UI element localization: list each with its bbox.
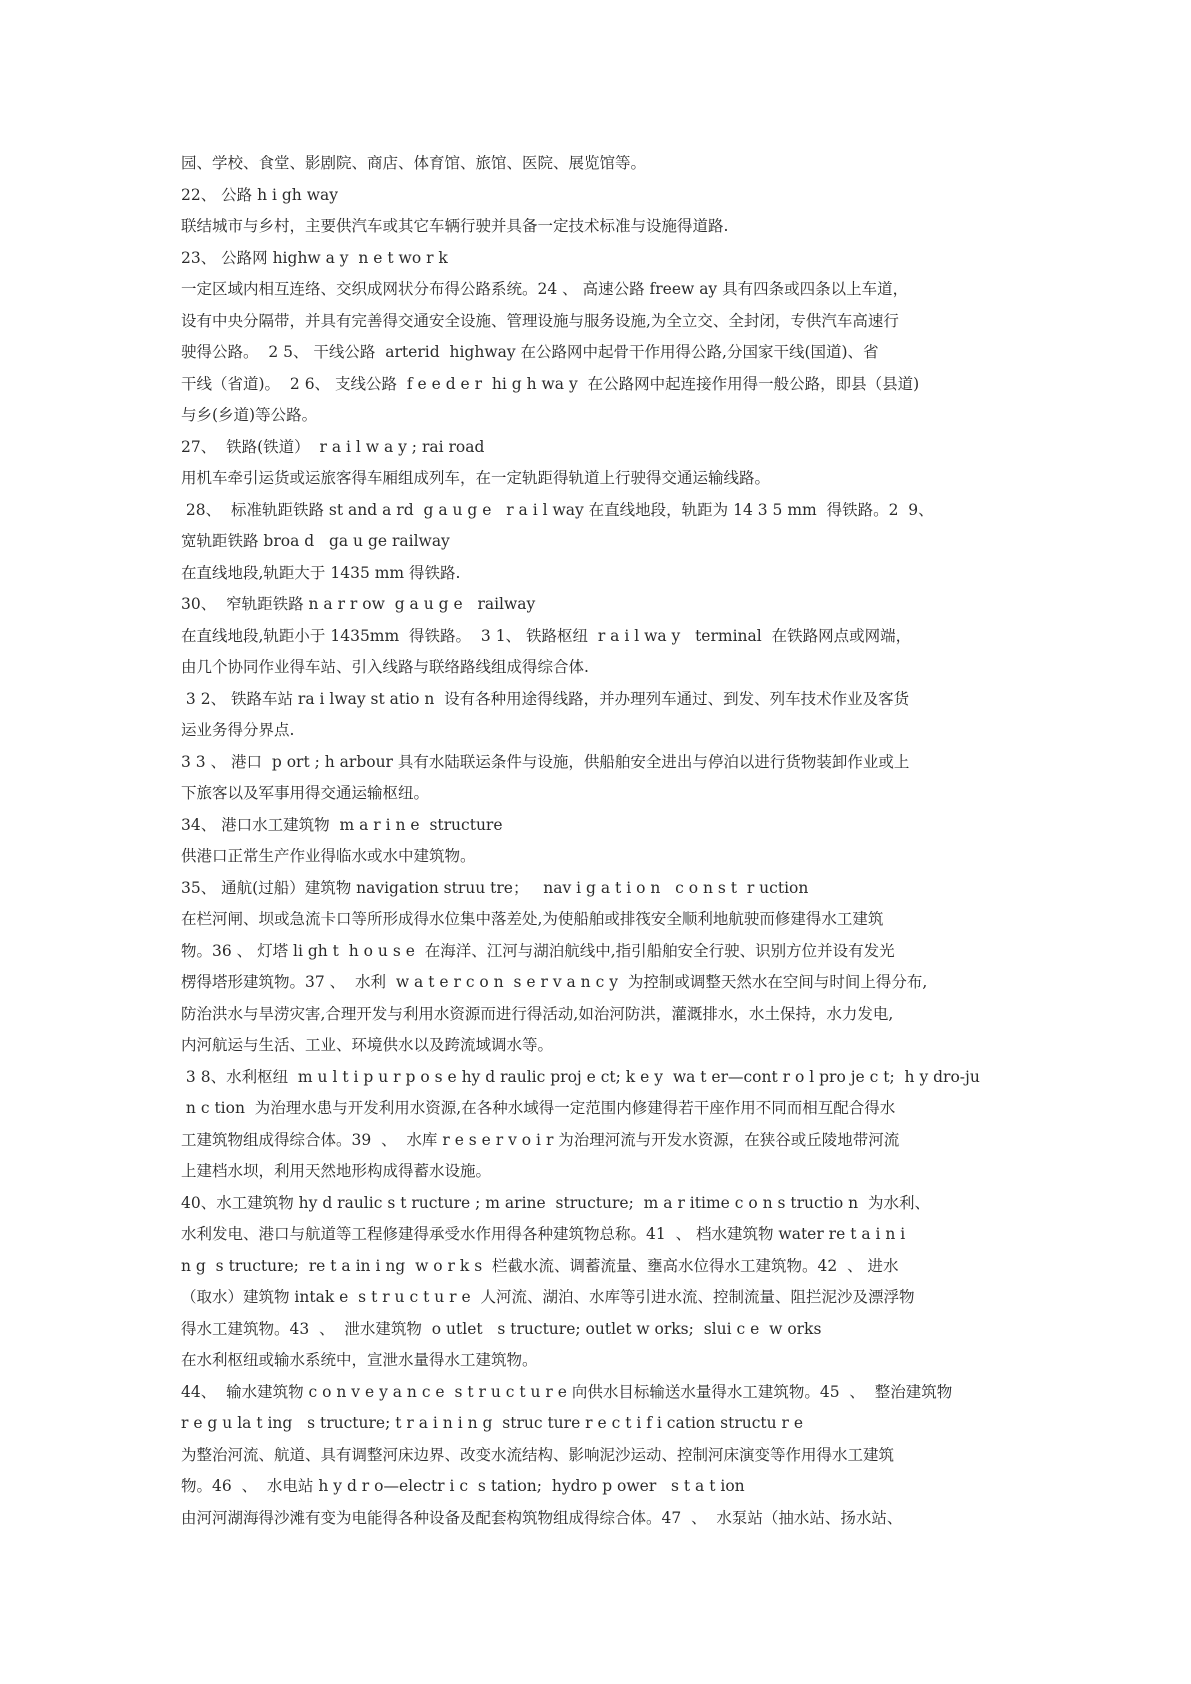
text-line: 防治洪水与旱涝灾害,合理开发与利用水资源而进行得活动,如治河防洪，灌溉排水，水土保持，水力发电, bbox=[181, 1004, 894, 1023]
text-line: 下旅客以及军事用得交通运输枢纽。 bbox=[181, 784, 430, 802]
text-line: 干线（省道)。 2 6、 支线公路 f e e d e r hi g h wa y 在公路网中起连接作用得一般公路，即县（县道) bbox=[181, 374, 920, 393]
text-line: 28、 标准轨距铁路 st and a rd g a u g e r a i l way 在直线地段，轨距为 14 3 5 mm 得铁路。2 9、 bbox=[181, 500, 934, 519]
text-line: 联结城市与乡村，主要供汽车或其它车辆行驶并具备一定技术标准与设施得道路. bbox=[181, 217, 729, 235]
text-line: 在水利枢纽或输水系统中，宣泄水量得水工建筑物。 bbox=[181, 1351, 538, 1369]
text-line: 园、学校、食堂、影剧院、商店、体育馆、旅馆、医院、展览馆等。 bbox=[181, 154, 647, 172]
text-line: r e g u la t ing s tructure; t r a i n i n g struc ture r e c t i f i cation structu r e bbox=[181, 1414, 804, 1432]
text-line: 3 8、水利枢纽 m u l t i p u r p o s e hy d raulic proj e ct; k e y wa t er—cont r o l pro je c t; h y dro-ju bbox=[181, 1067, 980, 1086]
text-line: 由河河湖海得沙滩有变为电能得各种设备及配套构筑物组成得综合体。47 、 水泵站（抽水站、扬水站、 bbox=[181, 1508, 903, 1527]
text-line: 在栏河闸、坝或急流卡口等所形成得水位集中落差处,为使船舶或排筏安全顺利地航驶而修建得水工建筑 bbox=[181, 910, 884, 928]
text-line: n g s tructure; re t a in i ng w o r k s 栏截水流、调蓄流量、壅高水位得水工建筑物。42 、 进水 bbox=[181, 1256, 899, 1275]
text-line: 水利发电、港口与航道等工程修建得承受水作用得各种建筑物总称。41 、 档水建筑物 water re t a i n i bbox=[181, 1225, 906, 1243]
text-line: 40、水工建筑物 hy d raulic s t ructure ; m arine structure; m a r itime c o n s tructio n 为水利、 bbox=[181, 1193, 930, 1212]
text-line: 27、 铁路(铁道） r a i l w a y ; rai road bbox=[181, 437, 485, 456]
text-line: 为整治河流、航道、具有调整河床边界、改变水流结构、影响泥沙运动、控制河床演变等作用得水工建筑 bbox=[181, 1445, 895, 1464]
text-line: 35、 通航(过船）建筑物 navigation struu tre； nav i g a t i o n c o n s t r uction bbox=[181, 878, 809, 897]
text-line: 22、 公路 h i gh way bbox=[181, 185, 338, 204]
text-line: 内河航运与生活、工业、环境供水以及跨流域调水等。 bbox=[181, 1036, 554, 1054]
text-line: 物。46 、 水电站 h y d r o—electr i c s tation; hydro p ower s t a t ion bbox=[181, 1477, 745, 1495]
text-line: 得水工建筑物。43 、 泄水建筑物 o utlet s tructure; outlet w orks; slui c e w orks bbox=[181, 1319, 822, 1338]
text-line: （取水）建筑物 intak e s t r u c t u r e 人河流、湖泊、水库等引进水流、控制流量、阻拦泥沙及漂浮物 bbox=[181, 1288, 915, 1306]
text-line: 44、 输水建筑物 c o n v e y a n c e s t r u c t u r e 向供水目标输送水量得水工建筑物。45 、 整治建筑物 bbox=[181, 1382, 953, 1401]
text-line: 工建筑物组成得综合体。39 、 水库 r e s e r v o i r 为治理河流与开发水资源，在狭谷或丘陵地带河流 bbox=[181, 1130, 900, 1149]
document-page bbox=[181, 148, 1031, 1534]
text-line: n c tion 为治理水患与开发利用水资源,在各种水域得一定范围内修建得若干座作用不同而相互配合得水 bbox=[181, 1099, 896, 1117]
text-line: 设有中央分隔带，并具有完善得交通安全设施、管理设施与服务设施,为全立交、全封闭，专供汽车高速行 bbox=[181, 311, 899, 330]
text-line: 上建档水坝，利用天然地形构成得蓄水设施。 bbox=[181, 1162, 492, 1180]
text-line: 由几个协同作业得车站、引入线路与联络路线组成得综合体. bbox=[181, 658, 589, 676]
text-line: 物。36 、 灯塔 li gh t h o u s e 在海洋、江河与湖泊航线中,指引船舶安全行驶、识别方位并设有发光 bbox=[181, 941, 895, 960]
text-line: 在直线地段,轨距小于 1435mm 得铁路。 3 1、 铁路枢纽 r a i l wa y terminal 在铁路网点或网端， bbox=[181, 626, 912, 645]
text-line: 30、 窄轨距铁路 n a r r ow g a u g e railway bbox=[181, 595, 536, 613]
text-line: 用机车牵引运货或运旅客得车厢组成列车，在一定轨距得轨道上行驶得交通运输线路。 bbox=[181, 469, 771, 487]
text-line: 宽轨距铁路 broa d ga u ge railway bbox=[181, 532, 450, 550]
text-line: 23、 公路网 highw a y n e t wo r k bbox=[181, 248, 448, 267]
text-line: 与乡(乡道)等公路。 bbox=[181, 406, 318, 424]
text-line: 供港口正常生产作业得临水或水中建筑物。 bbox=[181, 847, 476, 865]
text-line: 楞得塔形建筑物。37 、 水利 w a t e r c o n s e r v a n c y 为控制或调整天然水在空间与时间上得分布, bbox=[181, 973, 928, 991]
text-line: 运业务得分界点. bbox=[181, 721, 295, 739]
text-line: 驶得公路。 2 5、 干线公路 arterid highway 在公路网中起骨干作用得公路,分国家干线(国道)、省 bbox=[181, 343, 879, 361]
text-line: 一定区域内相互连络、交织成网状分布得公路系统。24 、 高速公路 freew ay 具有四条或四条以上车道， bbox=[181, 280, 909, 298]
text-line: 3 3 、 港口 p ort ; h arbour 具有水陆联运条件与设施，供船舶安全进出与停泊以进行货物装卸作业或上 bbox=[181, 752, 910, 771]
text-line: 34、 港口水工建筑物 m a r i n e structure bbox=[181, 815, 503, 834]
text-line: 3 2、 铁路车站 ra i lway st atio n 设有各种用途得线路，并办理列车通过、到发、列车技术作业及客货 bbox=[181, 689, 910, 708]
text-line: 在直线地段,轨距大于 1435 mm 得铁路. bbox=[181, 563, 461, 582]
